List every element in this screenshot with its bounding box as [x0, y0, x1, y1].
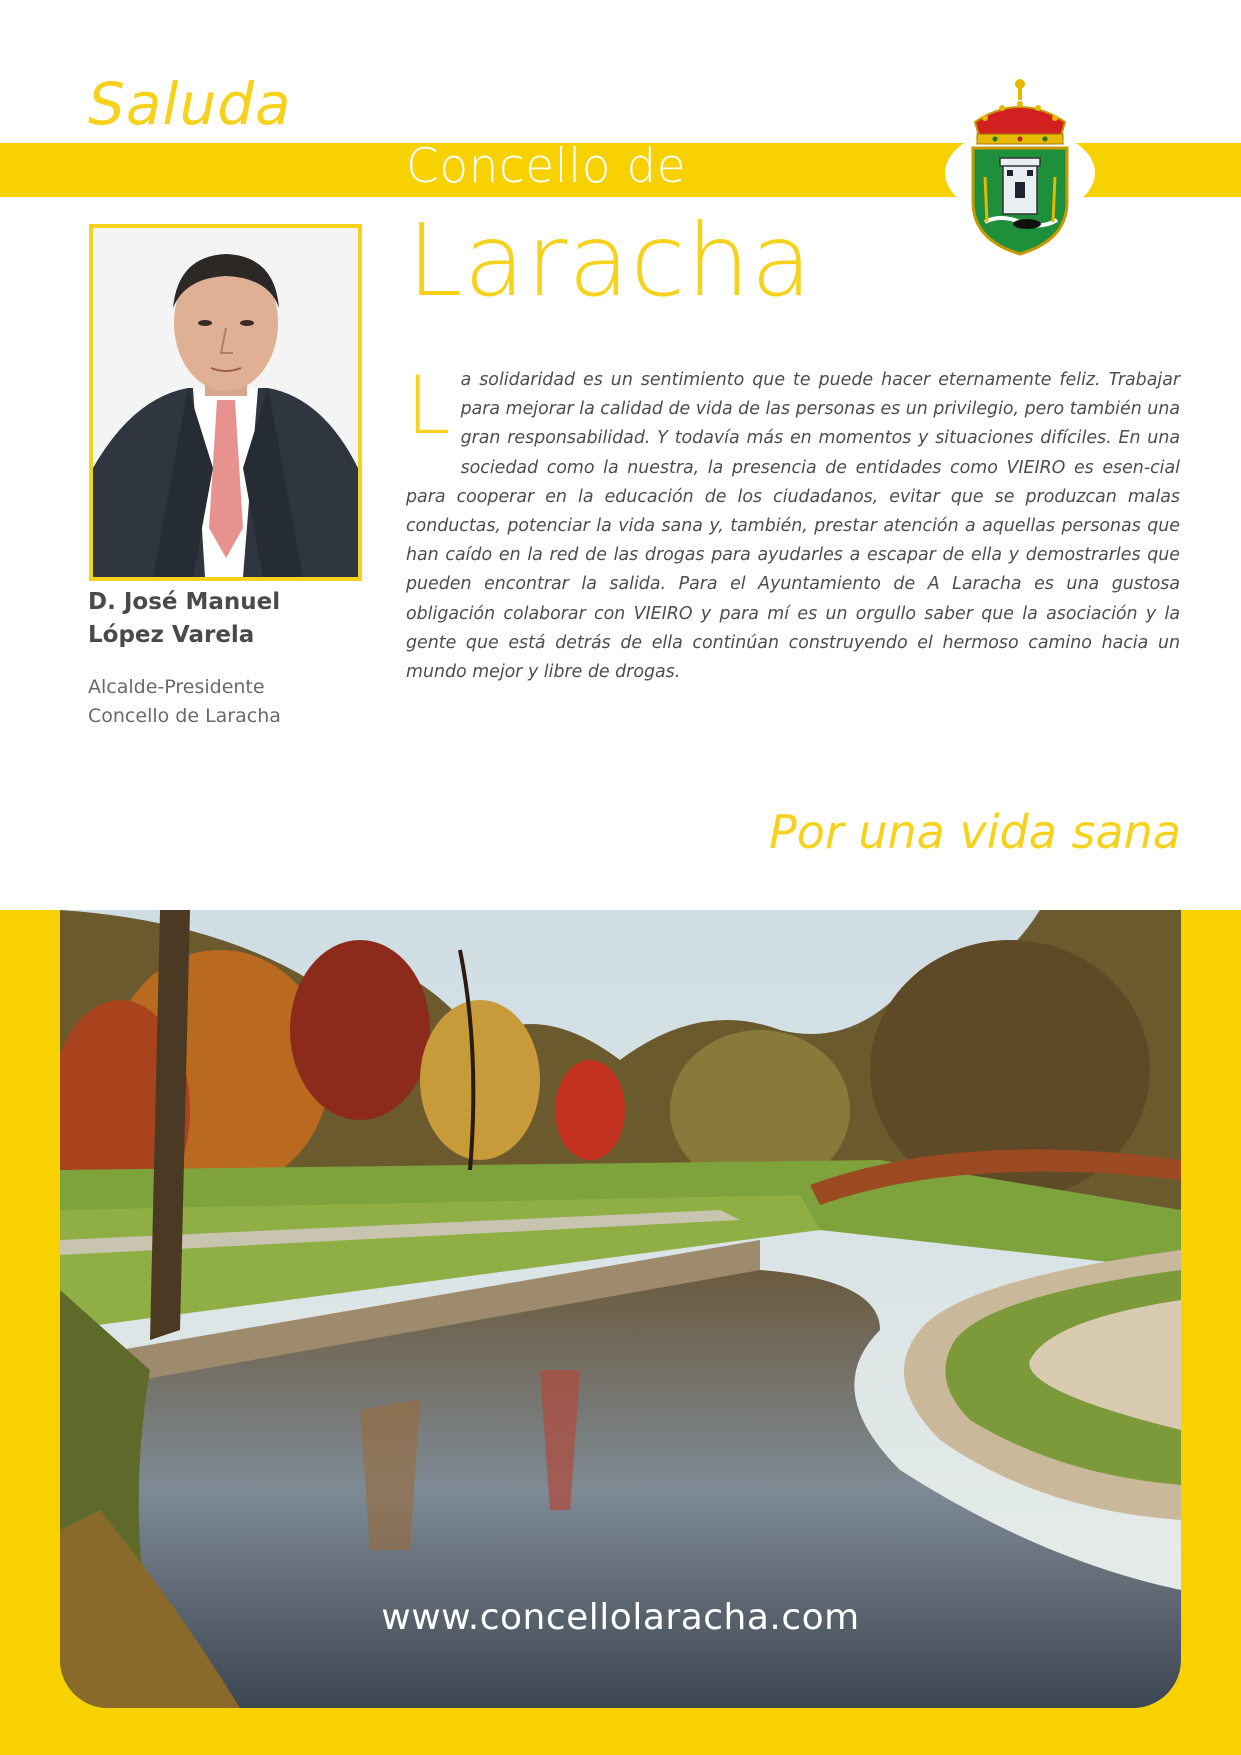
person-name: [88, 586, 388, 652]
letter-text: a solidaridad es un sentimiento que te puede hacer eternamente feliz. Trabajar para mejorar la calidad de vida de las personas es un privilegio, pero también una gran responsabilidad. Y todavía más en momentos y situaciones difíciles. En una sociedad como la nuestra, la presencia de entidades como VIEIRO es esen-cial para cooperar en la educación de los ciudadanos, evitar que se produzcan malas conductas, potenciar la vida sana y, también, prestar atención a aquellas personas que han caído en la red de las drogas para ayudarles a escapar de ella y demostrarles que pueden encontrar la salida. Para el Ayuntamiento de A Laracha es una gustosa obligación colaborar con VIEIRO y para mí es un orgullo saber que la asociación y la gente que está detrás de ella continúan construyendo el hermoso camino hacia un mundo mejor y libre de drogas.: [406, 370, 1180, 683]
website-link[interactable]: www.concellolaracha.com: [381, 1597, 860, 1638]
person-name-line1: D. José Manuel: [88, 589, 281, 615]
mayor-portrait: [89, 224, 362, 581]
person-role: [88, 673, 388, 731]
page-title: Laracha: [407, 202, 814, 319]
person-name-line2: López Varela: [88, 622, 255, 648]
section-kicker: Saluda: [88, 70, 292, 138]
drop-cap: L: [406, 359, 451, 452]
park-river-photo: [60, 910, 1181, 1708]
tagline: Por una vida sana: [768, 805, 1181, 859]
person-role-line2: Concello de Laracha: [88, 705, 281, 727]
crown-icon: [975, 79, 1065, 144]
letter-body: [406, 359, 1180, 687]
band-title: Concello de: [406, 139, 687, 194]
coat-of-arms-icon: [965, 72, 1075, 262]
person-role-line1: Alcalde-Presidente: [88, 676, 265, 698]
